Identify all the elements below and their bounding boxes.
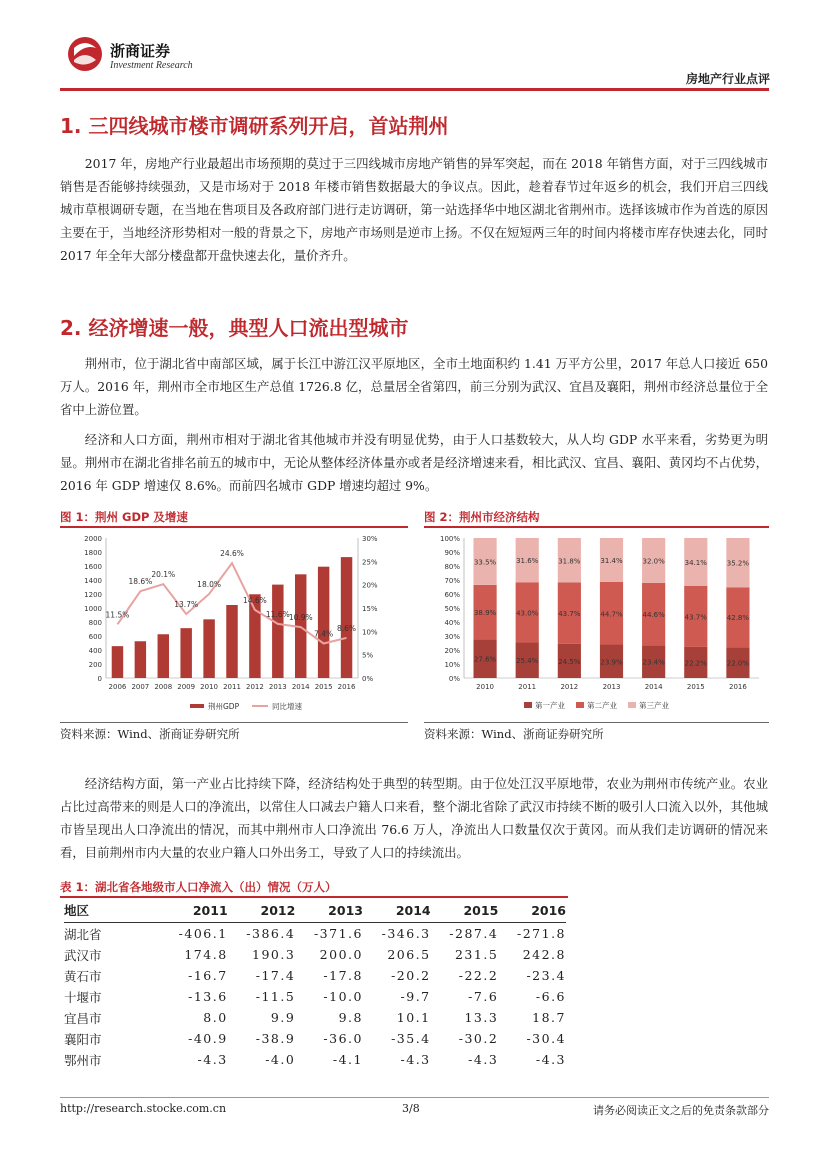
value-cell: -4.3: [400, 1052, 431, 1067]
y-tick-label-left: 600: [88, 633, 102, 641]
value-cell: -17.8: [323, 968, 363, 983]
table-row: [64, 944, 566, 965]
y-tick-label: 20%: [444, 647, 460, 655]
legend-swatch: [628, 702, 636, 708]
legend-label: 第二产业: [587, 701, 617, 710]
y-tick-label-right: 20%: [362, 581, 378, 590]
x-tick-label: 2008: [154, 683, 173, 691]
value-cell: -13.6: [188, 989, 228, 1004]
value-cell: 13.3: [464, 1010, 499, 1025]
gdp-bar: [112, 646, 123, 678]
value-cell: 190.3: [252, 947, 296, 962]
gdp-bar: [203, 619, 214, 678]
column-header: 2013: [295, 898, 363, 923]
x-tick-label: 2006: [108, 683, 127, 691]
value-cell: 174.8: [184, 947, 228, 962]
figure2-title: 图 2：荆州市经济结构: [424, 510, 540, 524]
y-tick-label: 30%: [444, 633, 460, 641]
segment-value-label: 32.0%: [642, 557, 665, 566]
section1-title: 1. 三四线城市楼市调研系列开启，首站荆州: [60, 114, 449, 138]
page-header: [60, 30, 770, 92]
table-row: [64, 965, 566, 986]
gdp-bar: [158, 634, 169, 678]
value-cell: -9.7: [400, 989, 431, 1004]
column-header: 2011: [160, 898, 228, 923]
value-cell: -386.4: [246, 926, 296, 941]
column-header: 2012: [228, 898, 296, 923]
gdp-bar: [341, 557, 352, 678]
company-name-en: Investment Research: [110, 60, 193, 71]
y-tick-label-left: 0: [97, 675, 102, 683]
figure1-top-rule: [60, 526, 408, 528]
x-tick-label: 2010: [476, 683, 494, 691]
y-tick-label: 10%: [444, 661, 460, 669]
y-tick-label-right: 5%: [362, 651, 374, 660]
x-tick-label: 2009: [177, 683, 196, 691]
segment-value-label: 24.5%: [558, 657, 581, 666]
segment-value-label: 38.9%: [473, 609, 497, 618]
y-tick-label-left: 1200: [84, 591, 102, 599]
region-cell: 十堰市: [64, 989, 102, 1005]
value-cell: -6.6: [535, 989, 566, 1004]
y-tick-label-right: 10%: [362, 628, 378, 637]
value-cell: 206.5: [387, 947, 431, 962]
x-tick-label: 2013: [602, 683, 621, 691]
section2-paragraph-3: 经济结构方面，第一产业占比持续下降，经济结构处于典型的转型期。由于位处江汉平原地带，农业为荆州市传统产业。农业占比过高带来的则是人口的净流出，以常住人口减去户籍人口来看，整个湖北省除了武汉市持续不断的吸引人口流入以外，其他城市皆呈现出人口净流出的情况，而其中荆州市人口净流出 76.6 万人，净流出人口数量仅次于黄冈。而从我们走访调研的情况来看，目前荆州市内大量的农业户籍人口外出务工，导致了人口的持续流出。: [60, 776, 768, 860]
table1-title: 表 1：湖北省各地级市人口净流入（出）情况（万人）: [60, 880, 337, 894]
legend-label: 第一产业: [535, 701, 565, 710]
value-cell: -11.5: [255, 989, 296, 1004]
value-cell: -4.3: [468, 1052, 499, 1067]
x-tick-label: 2012: [245, 683, 264, 691]
value-cell: -35.4: [391, 1031, 431, 1046]
gdp-bar: [135, 641, 146, 678]
header-rule: [60, 88, 769, 91]
company-logo-icon: [66, 34, 104, 74]
value-cell: -287.4: [449, 926, 499, 941]
x-tick-label: 2015: [686, 683, 705, 691]
region-cell: 湖北省: [64, 926, 102, 942]
y-tick-label: 70%: [444, 577, 460, 585]
value-cell: -22.2: [458, 968, 499, 983]
legend-label-growth: 同比增速: [272, 702, 302, 711]
legend-label: 第三产业: [639, 701, 669, 710]
region-cell: 襄阳市: [64, 1031, 102, 1047]
value-cell: 10.1: [396, 1010, 431, 1025]
value-cell: -38.9: [255, 1031, 296, 1046]
segment-value-label: 22.2%: [684, 659, 707, 668]
footer-url[interactable]: http://research.stocke.com.cn: [60, 1102, 227, 1115]
gdp-bar: [272, 585, 283, 678]
column-header: 2014: [363, 898, 431, 923]
value-cell: -406.1: [178, 926, 228, 941]
segment-value-label: 43.0%: [516, 609, 539, 618]
value-cell: -10.0: [323, 989, 363, 1004]
region-cell: 宜昌市: [64, 1010, 102, 1026]
y-tick-label: 80%: [444, 563, 460, 571]
legend-label-gdp: 荆州GDP: [208, 702, 240, 711]
population-flow-table: [64, 898, 566, 1070]
segment-value-label: 31.6%: [516, 557, 539, 566]
value-cell: -7.6: [468, 989, 499, 1004]
legend-swatch-gdp: [190, 704, 204, 708]
footer-disclaimer: 请务必阅读正文之后的免责条款部分: [593, 1104, 769, 1117]
growth-rate-label: 20.1%: [151, 570, 176, 580]
growth-rate-label: 11.6%: [265, 609, 290, 619]
y-tick-label-left: 1800: [84, 549, 102, 557]
segment-value-label: 33.5%: [473, 558, 497, 567]
segment-value-label: 35.2%: [726, 559, 750, 568]
region-cell: 黄石市: [64, 968, 102, 984]
value-cell: 200.0: [319, 947, 363, 962]
column-header: 2015: [431, 898, 499, 923]
y-tick-label-left: 1400: [84, 577, 102, 585]
table-header-row: [64, 898, 566, 923]
gdp-bar: [180, 628, 191, 678]
growth-rate-label: 18.6%: [128, 577, 153, 587]
legend-swatch: [524, 702, 532, 708]
growth-rate-label: 24.6%: [220, 549, 244, 559]
y-tick-label-left: 1000: [84, 605, 102, 613]
gdp-growth-chart: [60, 530, 408, 722]
growth-rate-label: 7.4%: [314, 629, 334, 639]
y-tick-label-right: 30%: [362, 535, 378, 543]
section2-title: 2. 经济增速一般，典型人口流出型城市: [60, 316, 409, 340]
segment-value-label: 34.1%: [684, 558, 707, 567]
value-cell: -40.9: [188, 1031, 228, 1046]
segment-value-label: 25.4%: [516, 657, 539, 666]
y-tick-label-right: 15%: [362, 605, 378, 613]
value-cell: -371.6: [313, 926, 363, 941]
x-tick-label: 2013: [268, 683, 287, 691]
figure1-source: 资料来源：Wind、浙商证券研究所: [60, 727, 240, 741]
y-tick-label-right: 25%: [362, 558, 378, 567]
y-tick-label-left: 2000: [84, 535, 102, 543]
segment-value-label: 31.4%: [600, 556, 623, 565]
region-cell: 武汉市: [64, 947, 102, 963]
segment-value-label: 23.9%: [600, 658, 623, 667]
y-tick-label-left: 800: [88, 619, 102, 627]
growth-rate-label: 11.5%: [105, 610, 130, 620]
value-cell: -4.3: [197, 1052, 228, 1067]
y-tick-label: 90%: [444, 549, 460, 557]
y-tick-label-right: 0%: [362, 675, 374, 683]
report-type: 房地产行业点评: [685, 72, 770, 86]
growth-rate-label: 8.6%: [337, 623, 357, 633]
section2-paragraph-1: 荆州市，位于湖北省中南部区域，属于长江中游江汉平原地区，全市土地面积约 1.41 万平方公里，2017 年总人口接近 650 万人。2016 年，荆州市全市地区生产总值 1726.8 亿，总量居全省第四，前三分别为武汉、宜昌及襄阳，荆州市经济总量位于全省中上游位置。: [60, 356, 768, 417]
x-tick-label: 2014: [291, 683, 310, 691]
value-cell: -20.2: [391, 968, 431, 983]
value-cell: 18.7: [532, 1010, 566, 1025]
x-tick-label: 2007: [131, 683, 150, 691]
x-tick-label: 2010: [200, 683, 219, 691]
segment-value-label: 43.7%: [684, 613, 707, 622]
column-header: 2016: [498, 898, 566, 923]
legend-swatch: [576, 702, 584, 708]
footer-rule: [60, 1097, 769, 1098]
value-cell: -346.3: [381, 926, 431, 941]
growth-rate-label: 14.6%: [242, 595, 267, 605]
x-tick-label: 2011: [518, 683, 537, 691]
y-tick-label-left: 200: [88, 661, 102, 669]
value-cell: -4.1: [332, 1052, 363, 1067]
figure2-bottom-rule: [424, 722, 769, 723]
table-row: [64, 1049, 566, 1070]
y-tick-label-left: 400: [88, 647, 102, 655]
column-header: 地区: [64, 898, 160, 923]
y-tick-label: 40%: [444, 619, 460, 627]
section2-paragraph-2: 经济和人口方面，荆州市相对于湖北省其他城市并没有明显优势，由于人口基数较大，从人均 GDP 水平来看，劣势更为明显。荆州市在湖北省排名前五的城市中，无论从整体经济体量亦或者是经济增速来看，相比武汉、宜昌、襄阳、黄冈均不占优势，2016 年 GDP 增速仅 8.6%。而前四名城市 GDP 增速均超过 9%。: [60, 432, 768, 493]
table-row: [64, 1007, 566, 1028]
gdp-bar: [249, 594, 260, 678]
x-tick-label: 2015: [314, 683, 333, 691]
section1-paragraph: 2017 年，房地产行业最超出市场预期的莫过于三四线城市房地产销售的异军突起，而在 2018 年销售方面，对于三四线城市销售是否能够持续强劲，又是市场对于 2018 年楼市销售数据最大的争议点。因此，趁着春节过年返乡的机会，我们开启三四线城市草根调研专题，在当地在售项目及各政府部门进行走访调研，第一站选择华中地区湖北省荆州市。选择该城市作为首选的原因主要在于，当地经济形势相对一般的背景之下，房地产市场则是逆市上扬。不仅在短短两三年的时间内将楼市库存快速去化，同时 2017 年全年大部分楼盘都开盘快速去化，量价齐升。: [60, 156, 768, 263]
x-tick-label: 2014: [644, 683, 663, 691]
gdp-bar: [318, 567, 329, 678]
value-cell: -30.4: [526, 1031, 566, 1046]
growth-rate-label: 10.9%: [288, 613, 313, 623]
value-cell: -23.4: [526, 968, 566, 983]
segment-value-label: 31.8%: [558, 557, 581, 566]
company-name: 浙商证券: [110, 42, 171, 60]
value-cell: -4.3: [535, 1052, 566, 1067]
segment-value-label: 42.8%: [726, 614, 750, 623]
value-cell: -271.8: [516, 926, 566, 941]
value-cell: -36.0: [323, 1031, 363, 1046]
y-tick-label: 50%: [444, 605, 460, 613]
x-tick-label: 2016: [337, 683, 356, 691]
growth-rate-label: 13.7%: [174, 600, 199, 610]
value-cell: -17.4: [255, 968, 296, 983]
x-tick-label: 2012: [560, 683, 579, 691]
y-tick-label-left: 1600: [84, 563, 102, 571]
value-cell: 231.5: [454, 947, 499, 962]
figure2-top-rule: [424, 526, 769, 528]
segment-value-label: 43.7%: [558, 610, 581, 619]
x-tick-label: 2016: [729, 683, 747, 691]
segment-value-label: 44.7%: [600, 610, 623, 619]
segment-value-label: 22.0%: [726, 659, 750, 668]
table-row: [64, 923, 566, 945]
figure1-bottom-rule: [60, 722, 408, 723]
segment-value-label: 27.6%: [473, 655, 497, 664]
economic-structure-chart: [424, 530, 769, 722]
value-cell: 9.8: [338, 1010, 363, 1025]
segment-value-label: 23.4%: [642, 658, 665, 667]
value-cell: -16.7: [188, 968, 228, 983]
value-cell: -30.2: [458, 1031, 499, 1046]
region-cell: 鄂州市: [64, 1052, 102, 1068]
y-tick-label: 60%: [444, 591, 460, 599]
value-cell: -4.0: [265, 1052, 296, 1067]
page-number: 3/8: [402, 1102, 420, 1115]
segment-value-label: 44.6%: [642, 611, 665, 620]
gdp-bar: [226, 605, 237, 678]
figure1-title: 图 1：荆州 GDP 及增速: [60, 510, 188, 524]
y-tick-label: 0%: [448, 675, 460, 683]
table-row: [64, 1028, 566, 1049]
table-row: [64, 986, 566, 1007]
x-tick-label: 2011: [223, 683, 241, 691]
value-cell: 8.0: [203, 1010, 228, 1025]
growth-rate-label: 18.0%: [197, 580, 222, 589]
value-cell: 242.8: [522, 947, 566, 962]
figure2-source: 资料来源：Wind、浙商证券研究所: [424, 727, 604, 741]
value-cell: 9.9: [270, 1010, 296, 1025]
y-tick-label: 100%: [439, 535, 460, 543]
